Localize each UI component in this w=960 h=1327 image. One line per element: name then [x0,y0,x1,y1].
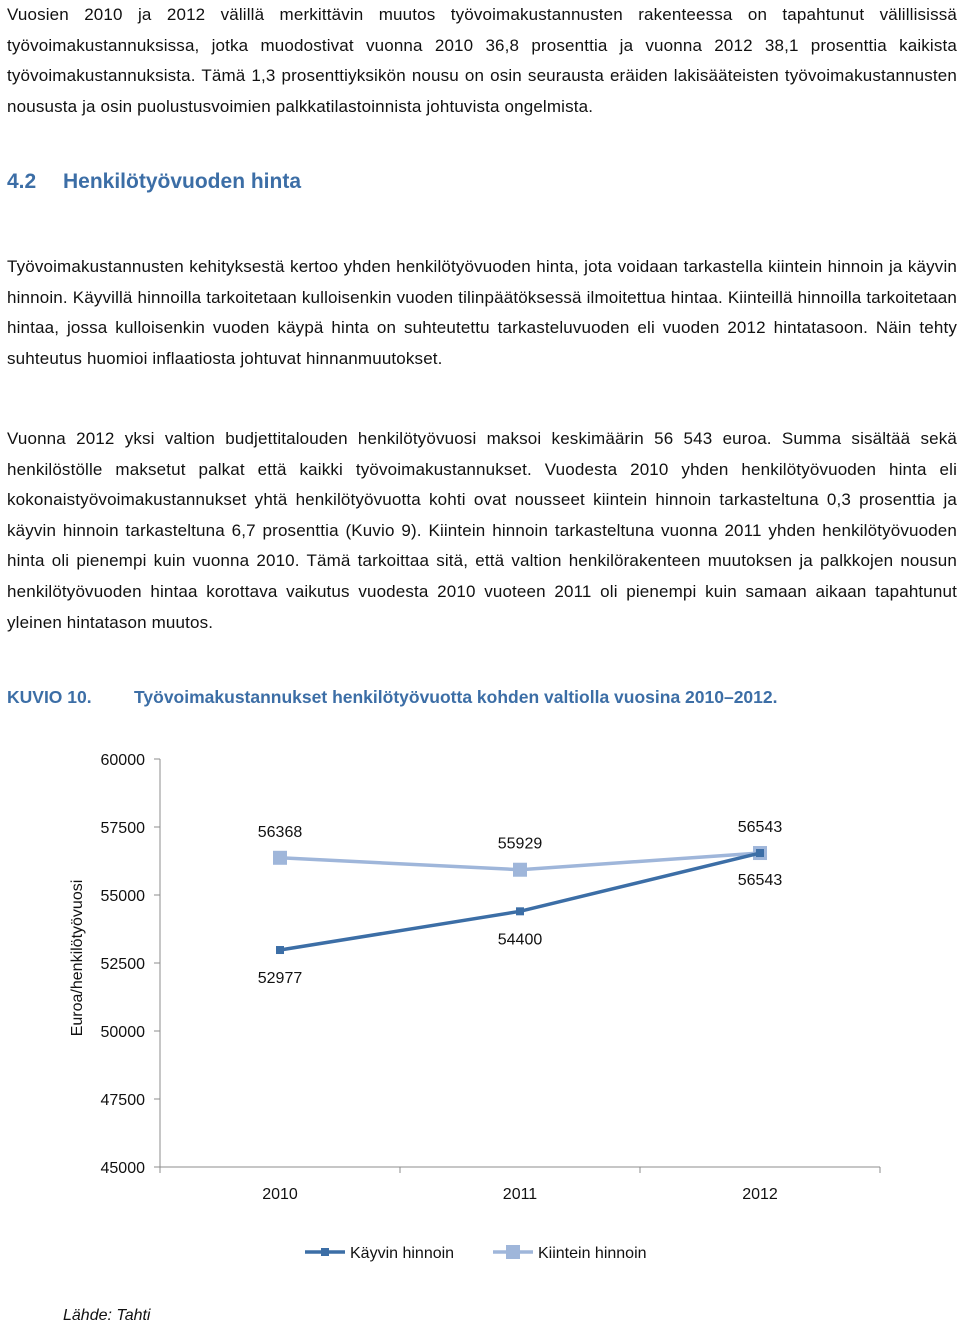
data-point-kiintein [273,851,287,865]
x-tick-label: 2011 [502,1186,538,1203]
section-number: 4.2 [7,170,37,193]
figure-title: Työvoimakustannukset henkilötyövuotta kohden valtiolla vuosina 2010–2012. [134,687,778,707]
data-label-kiintein: 56368 [257,823,303,841]
data-label-kayvin: 52977 [257,970,303,988]
data-point-kayvin [516,907,524,915]
y-tick-label: 60000 [100,752,145,769]
legend-item-kiintein [493,1245,647,1262]
y-tick-label: 45000 [100,1160,145,1177]
y-axis-ticks [101,752,161,1177]
y-tick-label: 55000 [100,888,145,905]
y-tick-label: 50000 [100,1024,145,1041]
data-label-kiintein: 55929 [497,835,543,853]
x-tick-label: 2010 [262,1186,298,1203]
section-title: Henkilötyövuoden hinta [63,170,302,193]
legend-marker-kiintein [506,1245,520,1259]
y-tick-label: 52500 [100,956,145,973]
legend-marker-kayvin [321,1248,329,1256]
y-tick-label: 57500 [100,820,145,837]
data-point-kayvin [756,849,764,857]
data-point-kiintein [513,863,527,877]
legend-item-kayvin [305,1245,454,1262]
intro-paragraph: Vuosien 2010 ja 2012 välillä merkittävin muutos työvoimakustannusten rakenteessa on tapahtunut välillisissä työvoimakustannuksissa, jotka muodostivat vuonna 2010 36,8 prosenttia ja vuonna 2012 38,1 prosenttia kaikista työvoimakustannuksista. Tämä 1,3 prosenttiyksikön nousu on osin seurausta eräiden lakisääteisten työvoimakustannusten noususta ja osin puolustusvoimien palkkatilastoinnista johtuvista ongelmista. [7,5,957,116]
data-point-kayvin [276,946,284,954]
y-axis-label: Euroa/henkilötyövuosi [69,879,86,1037]
source-note: Lähde: Tahti [63,1307,151,1324]
data-label-kiintein: 56543 [737,819,783,837]
chart-series [258,819,783,987]
data-label-kayvin: 54400 [497,931,543,949]
figure-label: KUVIO 10. [7,687,92,707]
legend-label-kiintein: Kiintein hinnoin [538,1245,647,1262]
chart-legend [305,1245,647,1262]
x-axis-ticks [160,1167,880,1203]
body-paragraph-cost: Vuonna 2012 yksi valtion budjettitalouden henkilötyövuosi maksoi keskimäärin 56 543 euroa. Summa sisältää sekä henkilöstölle maksetut palkat että kaikki työvoimakustannukset. Vuodesta 2010 yhden henkilötyövuoden hinta eli kokonaistyövoimakustannukset yhtä henkilötyövuotta kohti ovat nousseet kiintein hinnoin tarkasteltuna 0,3 prosenttia ja käyvin hinnoin tarkasteltuna 6,7 prosenttia (Kuvio 9). Kiintein hinnoin tarkasteltuna vuonna 2011 yhden henkilötyövuoden hinta oli pienempi kuin vuonna 2010. Tämä tarkoittaa sitä, että valtion henkilörakenteen muutoksen ja palkkojen nousun henkilötyövuoden hintaa korottava vaikutus vuodesta 2010 vuoteen 2011 oli pienempi kuin samaan aikaan tapahtunut yleinen hintatason muutos. [7,429,957,632]
data-label-kayvin: 56543 [737,872,783,890]
legend-label-kayvin: Käyvin hinnoin [350,1245,455,1262]
body-paragraph-definition: Työvoimakustannusten kehityksestä kertoo yhden henkilötyövuoden hinta, jota voidaan tarkastella kiintein hinnoin ja käyvin hinnoin. Käyvillä hinnoilla tarkoitetaan kulloisenkin vuoden tilinpäätöksessä ilmoitettua hintaa. Kiinteillä hinnoilla tarkoitetaan hintaa, jossa kulloisenkin vuoden käypä hinta on suhteutettu tarkasteluvuoden eli vuoden 2012 hintatasoon. Näin tehty suhteutus huomioi inflaatiosta johtuvat hinnanmuutokset. [7,257,957,368]
y-tick-label: 47500 [100,1092,145,1109]
x-tick-label: 2012 [742,1186,778,1203]
